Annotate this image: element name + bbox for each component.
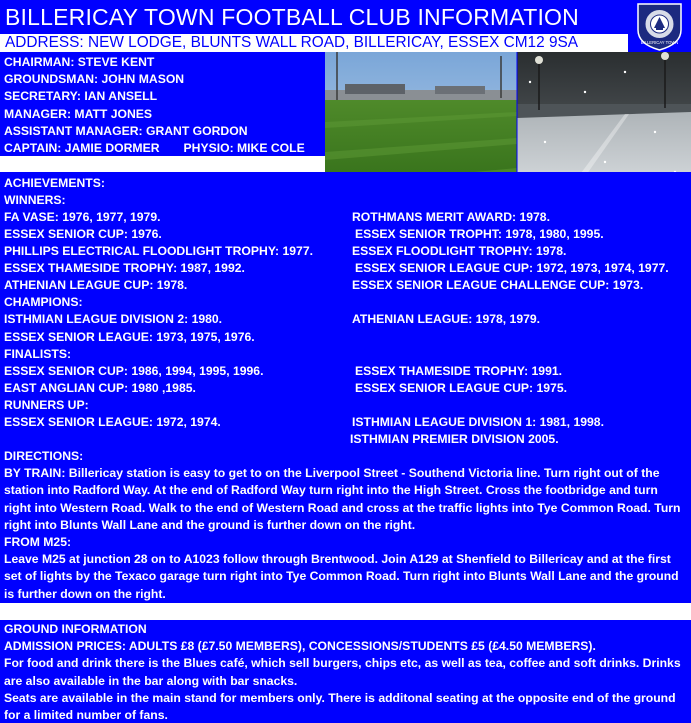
- list-item: ISTHMIAN LEAGUE DIVISION 2: 1980.: [4, 312, 223, 326]
- list-item: ISTHMIAN PREMIER DIVISION 2005.: [350, 432, 559, 446]
- finalists-heading: FINALISTS:: [4, 347, 72, 361]
- list-item: PHILLIPS ELECTRICAL FLOODLIGHT TROPHY: 1977.: [4, 244, 314, 258]
- champions-heading: CHAMPIONS:: [4, 295, 83, 309]
- list-item: ESSEX SENIOR LEAGUE CHALLENGE CUP: 1973.: [352, 278, 644, 292]
- food-paragraph: For food and drink there is the Blues café, which sell burgers, chips etc, as well as tea, coffee and soft drinks. Drinks are also available in the bar along with bar snacks.: [4, 656, 681, 688]
- captain-line: CAPTAIN: JAMIE DORMER: [4, 141, 160, 156]
- directions-block: [4, 448, 687, 603]
- list-item: ESSEX SENIOR LEAGUE: 1972, 1974.: [4, 415, 221, 429]
- list-item: ISTHMIAN LEAGUE DIVISION 1: 1981, 1998.: [352, 415, 604, 429]
- from-m25-paragraph: Leave M25 at junction 28 on to A1023 follow through Brentwood. Join A129 at Shenfield to Billericay and at the first set of lights by the Texaco garage turn right into Tye Common Road. Turn right into Blunts Wall Lane and the ground is further down on the right.: [4, 552, 679, 601]
- list-item: ESSEX THAMESIDE TROPHY: 1991.: [355, 364, 563, 378]
- groundsman-line: GROUNDSMAN: JOHN MASON: [4, 72, 185, 87]
- ground-heading: GROUND INFORMATION: [4, 622, 147, 636]
- chairman-line: CHAIRMAN: STEVE KENT: [4, 55, 155, 69]
- list-item: ESSEX SENIOR TROPHT: 1978, 1980, 1995.: [355, 227, 604, 241]
- seats-paragraph: Seats are available in the main stand for members only. There is additonal seating at the opposite end of the ground for a limited number of fans.: [4, 690, 676, 723]
- officials-section: [0, 52, 325, 156]
- list-item: ESSEX SENIOR LEAGUE CUP: 1972, 1973, 1974, 1977.: [355, 261, 669, 275]
- club-crest: [628, 0, 691, 52]
- page-title: BILLERICAY TOWN FOOTBALL CLUB INFORMATION: [5, 4, 579, 30]
- list-item: ESSEX FLOODLIGHT TROPHY: 1978.: [352, 244, 567, 258]
- address-bar: [0, 34, 628, 52]
- main-section: [0, 172, 691, 603]
- white-divider: [0, 603, 691, 620]
- manager-line: MANAGER: MATT JONES: [4, 106, 153, 121]
- list-item: ATHENIAN LEAGUE: 1978, 1979.: [352, 312, 541, 326]
- list-item: ESSEX SENIOR CUP: 1976.: [4, 227, 162, 241]
- directions-heading: DIRECTIONS:: [4, 449, 84, 463]
- list-item: ESSEX SENIOR CUP: 1986, 1994, 1995, 1996.: [4, 364, 264, 378]
- list-item: EAST ANGLIAN CUP: 1980 ,1985.: [4, 381, 196, 395]
- list-item: ESSEX SENIOR LEAGUE: 1973, 1975, 1976.: [4, 330, 255, 344]
- admission-prices: ADMISSION PRICES: ADULTS £8 (£7.50 MEMBERS), CONCESSIONS/STUDENTS £5 (£4.50 MEMBERS).: [4, 639, 596, 654]
- achievements-heading: ACHIEVEMENTS:: [4, 176, 105, 190]
- crest-icon: [628, 0, 691, 52]
- winners-heading: WINNERS:: [4, 193, 66, 207]
- captain-physio-line: [4, 140, 325, 157]
- title-bar: [0, 0, 628, 34]
- club-address: ADDRESS: NEW LODGE, BLUNTS WALL ROAD, BILLERICAY, ESSEX CM12 9SA: [5, 34, 579, 51]
- physio-line: PHYSIO: MIKE COLE: [183, 141, 305, 156]
- from-m25-heading: FROM M25:: [4, 535, 72, 550]
- white-divider: [0, 156, 325, 172]
- by-train-paragraph: BY TRAIN: Billericay station is easy to get to on the Liverpool Street - Southend Victoria line. Turn right out of the station into Radford Way. At the end of Radford Way turn right into the High Street. Cross the footbridge and turn right into Western Road. Walk to the end of Western Road and cross at the traffic lights into Tye Common Road. Turn right into Blunts Wall Lane and the ground is further down on the right.: [4, 466, 681, 532]
- list-item: ESSEX SENIOR LEAGUE CUP: 1975.: [355, 381, 567, 395]
- ground-info-section: [0, 620, 691, 723]
- runners-up-heading: RUNNERS UP:: [4, 398, 89, 412]
- list-item: FA VASE: 1976, 1977, 1979.: [4, 210, 161, 224]
- assistant-manager-line: ASSISTANT MANAGER: GRANT GORDON: [4, 123, 248, 138]
- list-item: ESSEX THAMESIDE TROPHY: 1987, 1992.: [4, 261, 245, 275]
- crest-lettering: BILLERICAY TOWN: [640, 40, 679, 45]
- list-item: ATHENIAN LEAGUE CUP: 1978.: [4, 278, 188, 292]
- secretary-line: SECRETARY: IAN ANSELL: [4, 89, 158, 104]
- list-item: ROTHMANS MERIT AWARD: 1978.: [352, 210, 550, 224]
